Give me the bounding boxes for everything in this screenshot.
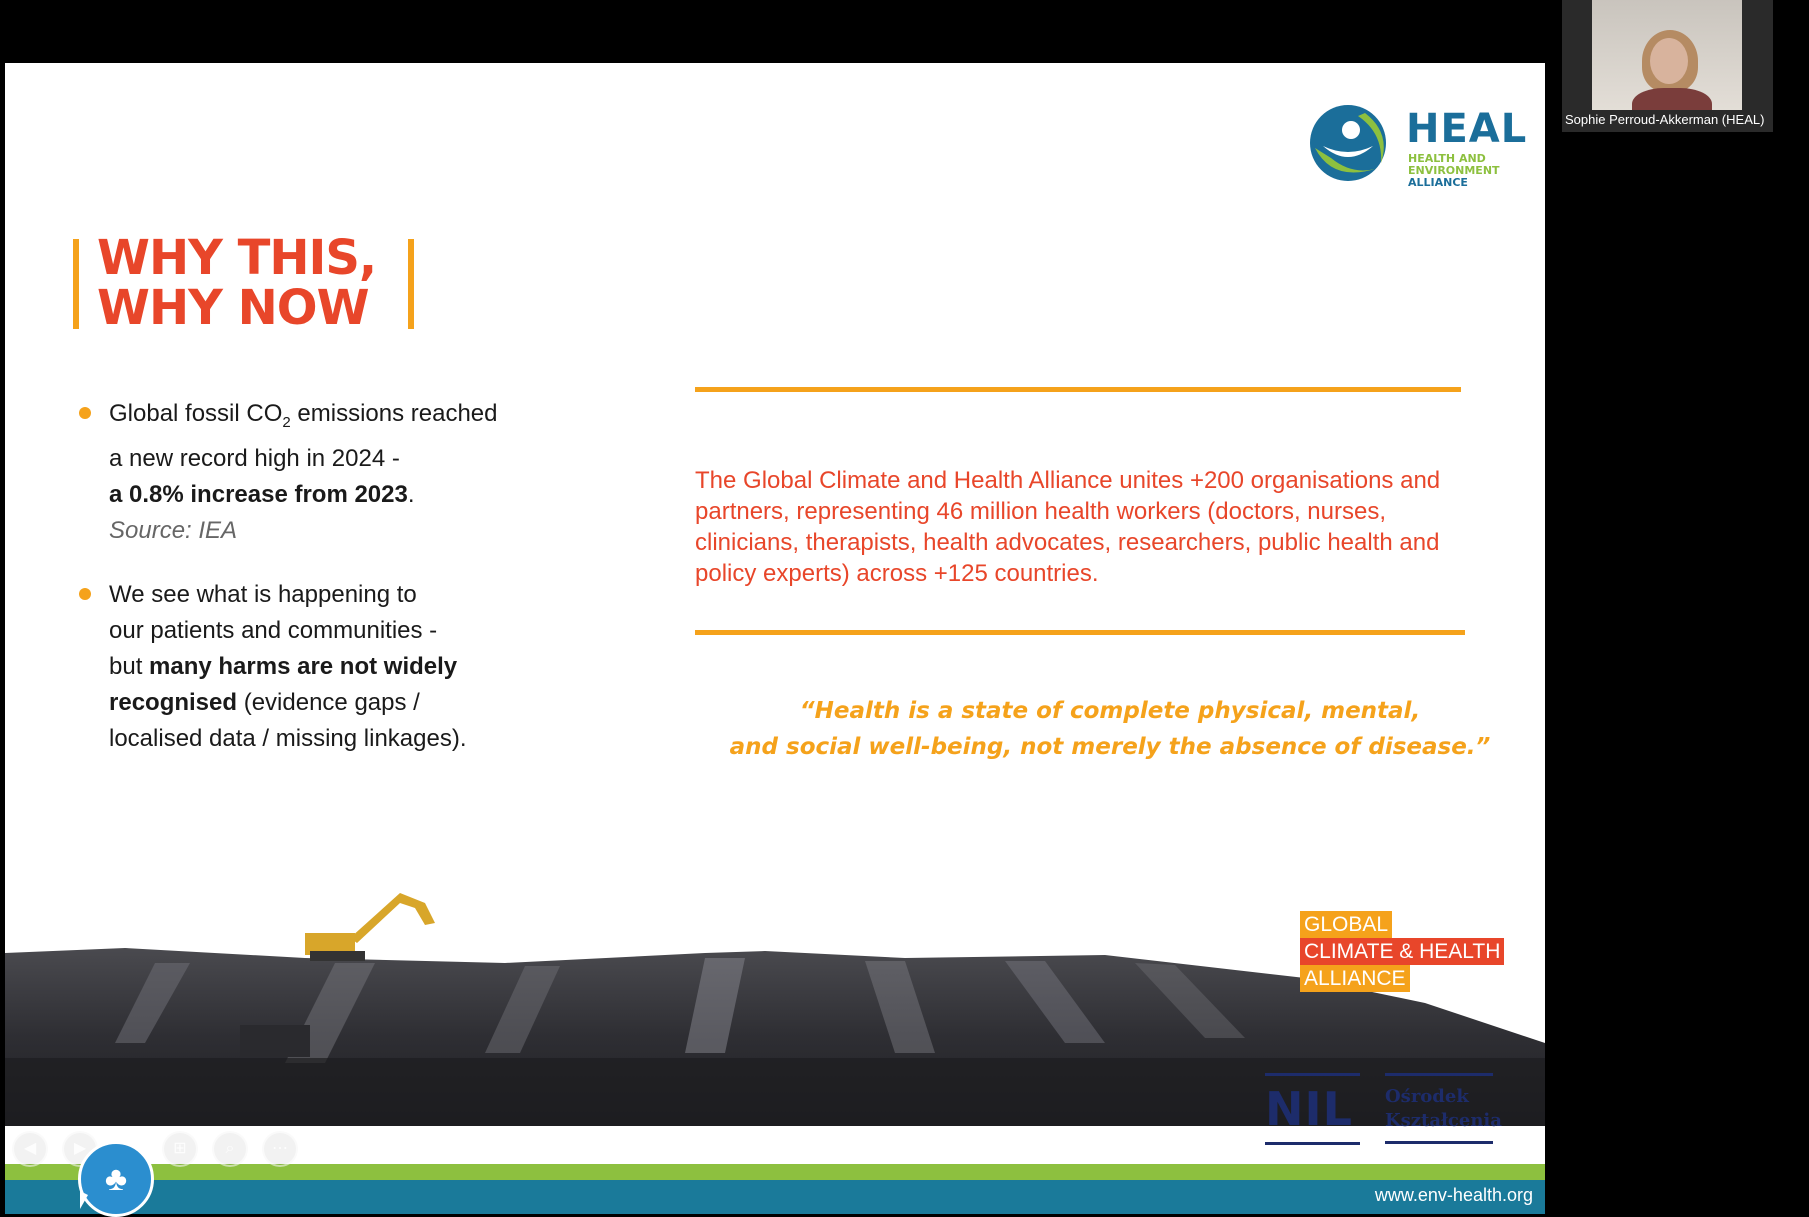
magnifier-icon: ⌕ [225, 1140, 235, 1157]
nil-logo [1265, 1073, 1360, 1145]
heal-logo [1303, 98, 1528, 198]
gcha-line-1: GLOBAL [1300, 911, 1392, 938]
participant-video-tile[interactable] [1562, 0, 1773, 132]
title-bar-right [408, 239, 414, 329]
bullet-emissions [75, 396, 595, 549]
bullet-harms-line3 [109, 649, 595, 685]
heal-tagline-line2: ENVIRONMENT [1408, 164, 1500, 177]
who-health-quote [695, 693, 1525, 765]
co2-text: Global fossil CO [109, 400, 283, 427]
bullet-list [75, 396, 595, 785]
co2-subscript: 2 [282, 413, 291, 431]
osr-bottom-line [1385, 1141, 1493, 1144]
bullet-emissions-line1 [109, 396, 595, 441]
heal-tagline-line3: ALLIANCE [1408, 176, 1468, 189]
quote-line-1: “Health is a state of complete physical, mental, [799, 698, 1421, 724]
mouse-cursor-icon [80, 1191, 88, 1209]
participant-name: Sophie Perroud-Akkerman (HEAL) [1565, 112, 1765, 127]
grid-icon: ⊞ [173, 1140, 187, 1157]
osr-text [1385, 1076, 1502, 1141]
divider-bottom [695, 630, 1465, 635]
bullet-harms-line4 [109, 685, 595, 721]
heal-tagline-line1: HEALTH AND [1408, 152, 1486, 165]
presentation-slide [5, 63, 1545, 1214]
slide-title [73, 230, 423, 345]
title-line-1: WHY THIS, [97, 230, 377, 286]
heal-wordmark: HEAL [1406, 106, 1528, 152]
footer-blue-bar [5, 1180, 1545, 1214]
previous-icon: ◀ [23, 1140, 37, 1157]
bullet-emissions-line2: a new record high in 2024 - [109, 444, 400, 472]
bullet-harms [75, 577, 595, 757]
increase-text: a 0.8% increase from 2023 [109, 480, 408, 508]
participant-body [1632, 88, 1712, 110]
bullet-harms-line5: localised data / missing linkages). [109, 724, 467, 752]
bullet-harms-line2: our patients and communities - [109, 616, 438, 644]
heal-tagline [1408, 153, 1528, 189]
osr-line-1: Ośrodek [1385, 1086, 1469, 1107]
osr-line-2: Kształcenia [1385, 1110, 1502, 1131]
harms-bold-text: many harms are not widely [149, 652, 458, 680]
evidence-gaps-text: (evidence gaps / [237, 688, 420, 716]
osrodek-ksztalcenia-logo [1385, 1073, 1502, 1144]
heal-globe-icon [1303, 98, 1393, 188]
participant-video-feed [1592, 0, 1742, 110]
gcha-logo [1300, 911, 1504, 992]
nil-bottom-line [1265, 1142, 1360, 1145]
footer-green-bar [5, 1164, 1545, 1180]
recognised-text: recognised [109, 688, 238, 716]
title-text [97, 230, 377, 336]
slide-sorter-button[interactable] [162, 1131, 198, 1167]
bullet-dot [79, 407, 91, 419]
bullet-emissions-line3 [109, 477, 595, 513]
zoom-button[interactable] [212, 1131, 248, 1167]
participant-face [1650, 38, 1688, 84]
excavator-icon [305, 893, 435, 961]
gcha-line-3: ALLIANCE [1300, 965, 1410, 992]
bullet-harms-line1: We see what is happening to [109, 580, 417, 608]
alliance-description: The Global Climate and Health Alliance unites +200 organisations and partners, representing 46 million health workers (doctors, nurses, clinicians, therapists, health advocates, researchers, public health and policy experts) across +125 countries. [695, 467, 1441, 587]
source-label: Source: IEA [109, 516, 238, 544]
period: . [407, 480, 415, 508]
nil-wordmark: NIL [1265, 1082, 1353, 1136]
title-bar-left [73, 239, 79, 329]
quote-line-2: and social well-being, not merely the absence of disease.” [729, 734, 1491, 760]
emissions-text: emissions reached [290, 400, 498, 427]
next-icon: ▶ [73, 1140, 87, 1157]
bullet-dot [79, 588, 91, 600]
ellipsis-icon: ⋯ [272, 1140, 288, 1157]
but-text: but [109, 652, 150, 680]
gcha-line-2: CLIMATE & HEALTH [1300, 938, 1504, 965]
previous-slide-button[interactable] [12, 1131, 48, 1167]
title-line-2: WHY NOW [97, 280, 369, 336]
website-url: www.env-health.org [1374, 1185, 1533, 1205]
presenter-avatar-icon[interactable]: ♣ [78, 1141, 154, 1217]
more-options-button[interactable] [262, 1131, 298, 1167]
divider-top [695, 387, 1461, 392]
